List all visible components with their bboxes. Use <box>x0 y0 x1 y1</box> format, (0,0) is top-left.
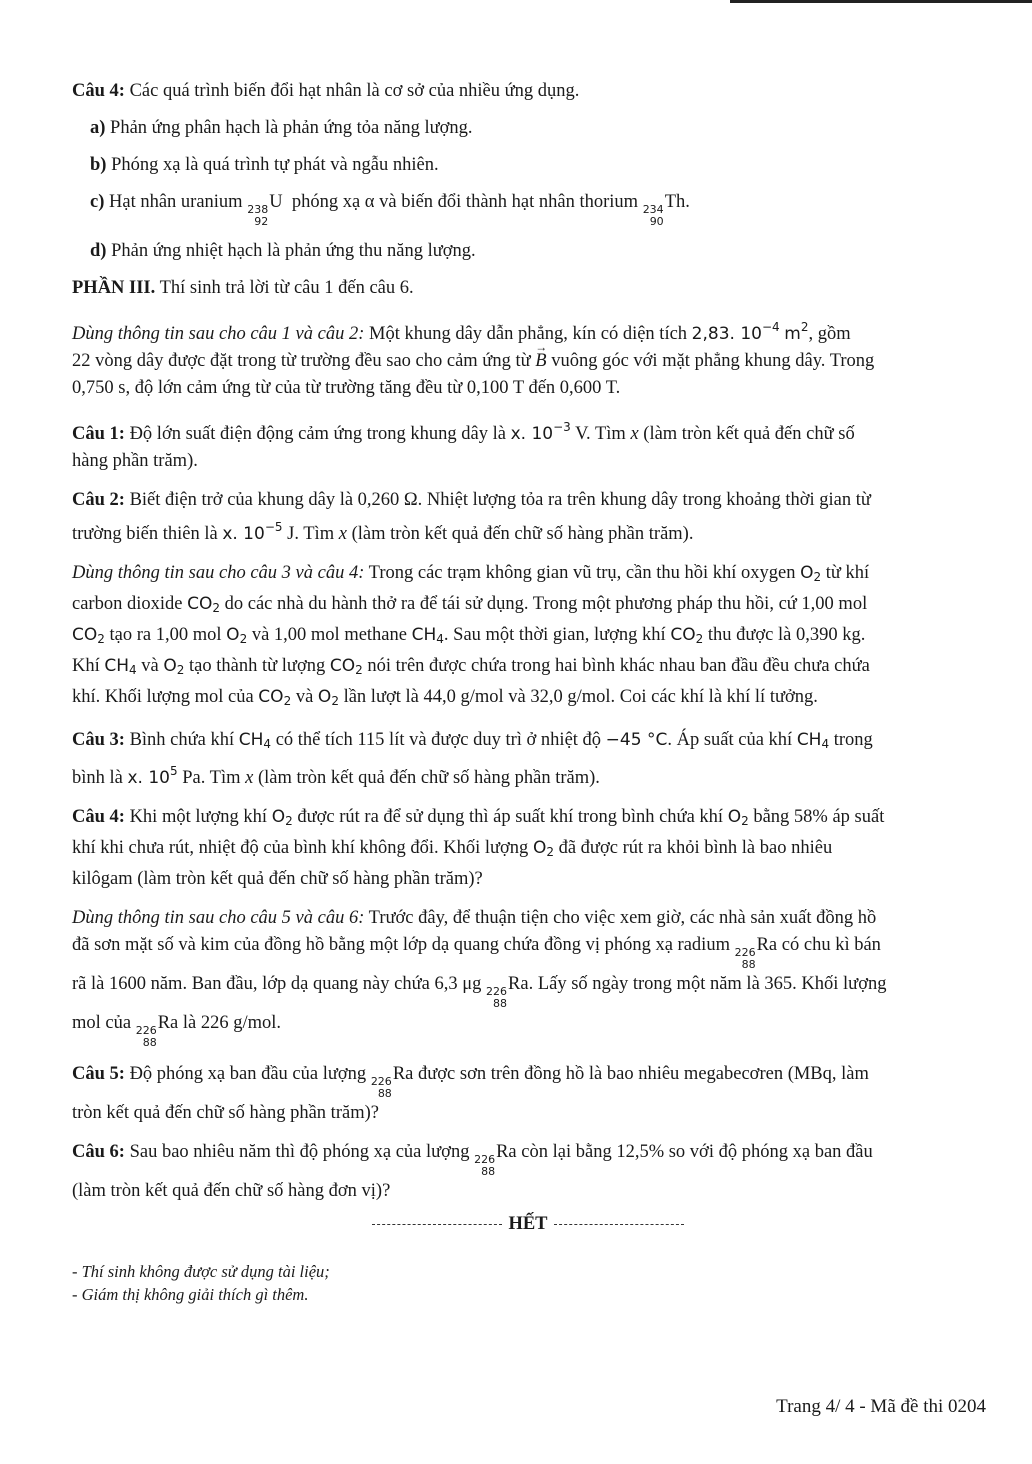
question-text: Sau bao nhiêu năm thì độ phóng xạ của lượng <box>129 1142 470 1162</box>
info-text: 0,750 s, độ lớn cảm ứng từ của từ trường tăng đều từ 0,100 T đến 0,600 T. <box>72 378 621 398</box>
info-text: thu được là 0,390 kg. <box>707 625 866 645</box>
info-text: tạo ra 1,00 mol <box>109 625 222 645</box>
formula-ch4: CH <box>411 625 437 645</box>
temperature-value: −45 °C <box>605 730 668 750</box>
info-text: , gồm <box>808 324 851 344</box>
info-text: do các nhà du hành thở ra để tái sử dụng. Trong một phương pháp thu hồi, cứ 1,00 mol <box>224 594 868 614</box>
question-text: (làm tròn kết quả đến chữ số <box>643 424 855 444</box>
info-text: vuông góc với mặt phẳng khung dây. Trong <box>551 351 875 371</box>
radium-nuclide-notation <box>136 1025 157 1049</box>
question-text: hàng phần trăm). <box>72 451 198 471</box>
info-text: Khí <box>72 656 100 676</box>
question-text: (làm tròn kết quả đến chữ số hàng phần trăm). <box>351 524 694 544</box>
subscript: 2 <box>741 814 749 828</box>
area-value: 2,83. 10 <box>691 324 762 344</box>
info-text: . Sau một thời gian, lượng khí <box>443 625 666 645</box>
formula-ch4: CH <box>238 730 264 750</box>
question-text: trong <box>833 730 873 750</box>
element-symbol: U <box>269 192 283 212</box>
info-text: đã sơn mặt số và kim của đồng hồ bằng một lớp dạ quang chứa đồng vị phóng xạ radium <box>72 935 730 955</box>
info-text: lần lượt là 44,0 g/mol và 32,0 g/mol. Coi các khí là khí lí tưởng. <box>343 687 818 707</box>
question-5 <box>72 1061 984 1127</box>
atomic-number: 88 <box>377 1087 392 1100</box>
question-text: trường biến thiên là <box>72 524 218 544</box>
mass-number: 226 <box>135 1024 157 1037</box>
question-label: Câu 6: <box>72 1142 125 1162</box>
atomic-number: 92 <box>254 215 269 228</box>
formula-ch4: CH <box>104 656 130 676</box>
atomic-number: 90 <box>649 215 664 228</box>
formula-co2: CO <box>258 687 284 707</box>
mass-number: 226 <box>474 1153 496 1166</box>
statement-text: Phóng xạ là quá trình tự phát và ngẫu nhiên. <box>111 155 439 175</box>
radium-nuclide-notation <box>486 986 507 1010</box>
note-item: - Giám thị không giải thích gì thêm. <box>72 1285 309 1304</box>
question-text: được rút ra để sử dụng thì áp suất khí trong bình chứa khí <box>297 807 724 827</box>
formula-co2: CO <box>329 656 356 676</box>
subscript: 2 <box>813 570 822 584</box>
variable-x: x <box>338 524 347 544</box>
info-text: nói trên được chứa trong hai bình khác nhau ban đầu đều chưa chứa <box>367 656 870 676</box>
part-instruction: Thí sinh trả lời từ câu 1 đến câu 6. <box>159 278 414 298</box>
thorium-nuclide-notation <box>643 204 664 228</box>
subscript: 2 <box>283 694 292 708</box>
subscript: 4 <box>129 663 137 677</box>
info-lead: Dùng thông tin sau cho câu 3 và câu 4: <box>72 563 365 583</box>
end-of-exam-marker <box>72 1211 984 1238</box>
subscript: 2 <box>176 663 185 677</box>
statement-text: Hạt nhân uranium <box>109 192 243 212</box>
statement-label: b) <box>90 155 107 175</box>
exponent: −4 <box>761 320 780 334</box>
question-6 <box>72 1139 984 1205</box>
mass-number: 226 <box>734 946 756 959</box>
question-text: có thể tích 115 lít và được duy trì ở nhiệt độ <box>275 730 602 750</box>
info-text: 22 vòng dây được đặt trong từ trường đều sao cho cảm ứng từ <box>72 351 531 371</box>
subscript: 2 <box>355 663 363 677</box>
subscript: 2 <box>285 814 293 828</box>
mass-number: 238 <box>247 203 269 216</box>
info-lead: Dùng thông tin sau cho câu 1 và câu 2: <box>72 324 365 344</box>
question-text: J. Tìm <box>287 524 335 544</box>
exponent: −3 <box>553 420 571 434</box>
info-text: . Lấy số ngày trong một năm là 365. Khối lượng <box>528 974 887 994</box>
atomic-number: 88 <box>741 958 756 971</box>
statement-text: phóng xạ α và biến đổi thành hạt nhân thorium <box>291 192 639 212</box>
formula-o2: O <box>727 807 742 827</box>
question-1 <box>72 414 984 475</box>
unit: m <box>784 324 801 344</box>
radium-nuclide-notation <box>474 1154 495 1178</box>
statement-text: Phản ứng phân hạch là phản ứng tỏa năng lượng. <box>110 118 473 138</box>
formula-co2: CO <box>670 625 696 645</box>
question-4 <box>72 804 984 893</box>
info-text: khí. Khối lượng mol của <box>72 687 254 707</box>
question-text: Độ phóng xạ ban đầu của lượng <box>129 1064 367 1084</box>
subscript: 2 <box>239 632 248 646</box>
atomic-number: 88 <box>142 1036 157 1049</box>
exam-notes <box>72 1260 984 1306</box>
statement-label: a) <box>90 118 106 138</box>
variable-x: x <box>630 424 639 444</box>
dashed-rule-left <box>372 1224 502 1225</box>
formula-o2: O <box>800 563 814 583</box>
element-symbol: Ra <box>157 1013 179 1033</box>
question-text: khí khi chưa rút, nhiệt độ của bình khí không đổi. Khối lượng <box>72 838 529 858</box>
subscript: 2 <box>331 694 339 708</box>
question-text: còn lại bằng 12,5% so với độ phóng xạ ban đầu <box>521 1142 873 1162</box>
question-2 <box>72 487 984 548</box>
exam-page-content <box>72 78 984 1306</box>
math-value: x. 10 <box>510 424 554 444</box>
subscript: 2 <box>212 601 220 615</box>
info-lead: Dùng thông tin sau cho câu 5 và câu 6: <box>72 908 365 928</box>
info-block-questions-3-4 <box>72 560 984 715</box>
question-label: Câu 3: <box>72 730 125 750</box>
element-symbol: Ra <box>508 974 529 994</box>
question-3 <box>72 727 984 792</box>
question-label: Câu 4: <box>72 807 125 827</box>
subscript: 4 <box>436 632 444 646</box>
statement-d <box>90 238 984 265</box>
info-text: từ khí <box>825 563 870 583</box>
question-label: Câu 5: <box>72 1064 125 1084</box>
question-4-true-false <box>72 78 984 105</box>
mass-number: 226 <box>370 1075 392 1088</box>
info-text: Trước đây, để thuận tiện cho việc xem giờ, các nhà sản xuất đồng hồ <box>368 908 877 928</box>
exponent: 5 <box>170 764 178 778</box>
statement-text: Phản ứng nhiệt hạch là phản ứng thu năng lượng. <box>111 241 476 261</box>
question-text: tròn kết quả đến chữ số hàng phần trăm)? <box>72 1103 379 1123</box>
top-border-rule <box>730 0 1032 3</box>
question-text: bình là <box>72 768 123 788</box>
formula-co2: CO <box>187 594 213 614</box>
info-text: có chu kì bán <box>781 935 881 955</box>
formula-o2: O <box>163 656 177 676</box>
question-text: được sơn trên đồng hồ là bao nhiêu megabecơren (MBq, làm <box>418 1064 869 1084</box>
subscript: 2 <box>695 632 704 646</box>
math-value: x. 10 <box>222 524 265 544</box>
info-text: carbon dioxide <box>72 594 183 614</box>
question-label: Câu 4: <box>72 81 125 101</box>
element-symbol: Th. <box>664 192 690 212</box>
formula-o2: O <box>532 838 547 858</box>
radium-nuclide-notation <box>735 947 756 971</box>
exponent: 2 <box>800 320 809 334</box>
info-text: và 1,00 mol methane <box>251 625 407 645</box>
mass-number: 234 <box>642 203 664 216</box>
element-symbol: Ra <box>496 1142 517 1162</box>
statement-c <box>90 189 984 228</box>
element-symbol: Ra <box>756 935 778 955</box>
info-text: và <box>141 656 159 676</box>
question-text: Khi một lượng khí <box>129 807 268 827</box>
question-label: Câu 2: <box>72 490 125 510</box>
formula-o2: O <box>271 807 286 827</box>
formula-co2: CO <box>72 625 98 645</box>
mass-number: 226 <box>486 985 508 998</box>
question-text: V. Tìm <box>575 424 626 444</box>
radium-nuclide-notation <box>371 1076 392 1100</box>
info-block-questions-1-2 <box>72 314 984 402</box>
statement-label: d) <box>90 241 107 261</box>
dashed-rule-right <box>554 1224 684 1225</box>
question-text: Các quá trình biến đổi hạt nhân là cơ sở của nhiều ứng dụng. <box>129 81 580 101</box>
question-text: (làm tròn kết quả đến chữ số hàng phần trăm). <box>257 768 600 788</box>
question-text: bằng 58% áp suất <box>753 807 885 827</box>
formula-o2: O <box>317 687 332 707</box>
page-footer: Trang 4/ 4 - Mã đề thi 0204 <box>776 1396 986 1417</box>
subscript: 2 <box>97 632 105 646</box>
info-text: Trong các trạm không gian vũ trụ, cần thu hồi khí oxygen <box>368 563 796 583</box>
question-text: kilôgam (làm tròn kết quả đến chữ số hàng phần trăm)? <box>72 869 483 889</box>
formula-ch4: CH <box>796 730 822 750</box>
info-block-questions-5-6 <box>72 905 984 1049</box>
math-value: x. 10 <box>127 768 170 788</box>
info-text: tạo thành từ lượng <box>189 656 326 676</box>
exponent: −5 <box>264 520 283 534</box>
statement-a <box>90 115 984 142</box>
info-text: là 226 g/mol. <box>182 1013 282 1033</box>
statement-label: c) <box>90 192 105 212</box>
statement-b <box>90 152 984 179</box>
question-text: Bình chứa khí <box>129 730 235 750</box>
note-item: - Thí sinh không được sử dụng tài liệu; <box>72 1262 330 1281</box>
magnetic-field-vector: → B <box>535 348 546 375</box>
uranium-nuclide-notation <box>247 204 268 228</box>
atomic-number: 88 <box>481 1165 496 1178</box>
subscript: 4 <box>263 737 272 751</box>
subscript: 2 <box>546 845 554 859</box>
variable-x: x <box>245 768 254 788</box>
info-text: Một khung dây dẫn phẳng, kín có diện tích <box>369 324 688 344</box>
part-label: PHẦN III. <box>72 278 156 298</box>
question-text: đã được rút ra khỏi bình là bao nhiêu <box>558 838 833 858</box>
info-text: và <box>295 687 314 707</box>
formula-o2: O <box>226 625 240 645</box>
end-mark-text: HẾT <box>508 1214 548 1234</box>
question-text: Độ lớn suất điện động cảm ứng trong khung dây là <box>129 424 506 444</box>
question-label: Câu 1: <box>72 424 125 444</box>
question-text: Pa. Tìm <box>182 768 241 788</box>
element-symbol: Ra <box>392 1064 414 1084</box>
question-text: (làm tròn kết quả đến chữ số hàng đơn vị)? <box>72 1181 391 1201</box>
subscript: 4 <box>821 737 830 751</box>
question-text: Biết điện trở của khung dây là 0,260 Ω. Nhiệt lượng tỏa ra trên khung dây trong khoảng thời gian từ <box>129 490 871 510</box>
atomic-number: 88 <box>493 997 508 1010</box>
question-text: . Áp suất của khí <box>667 730 793 750</box>
info-text: mol của <box>72 1013 132 1033</box>
part-3-heading <box>72 275 984 302</box>
info-text: rã là 1600 năm. Ban đầu, lớp dạ quang này chứa 6,3 μg <box>72 974 482 994</box>
